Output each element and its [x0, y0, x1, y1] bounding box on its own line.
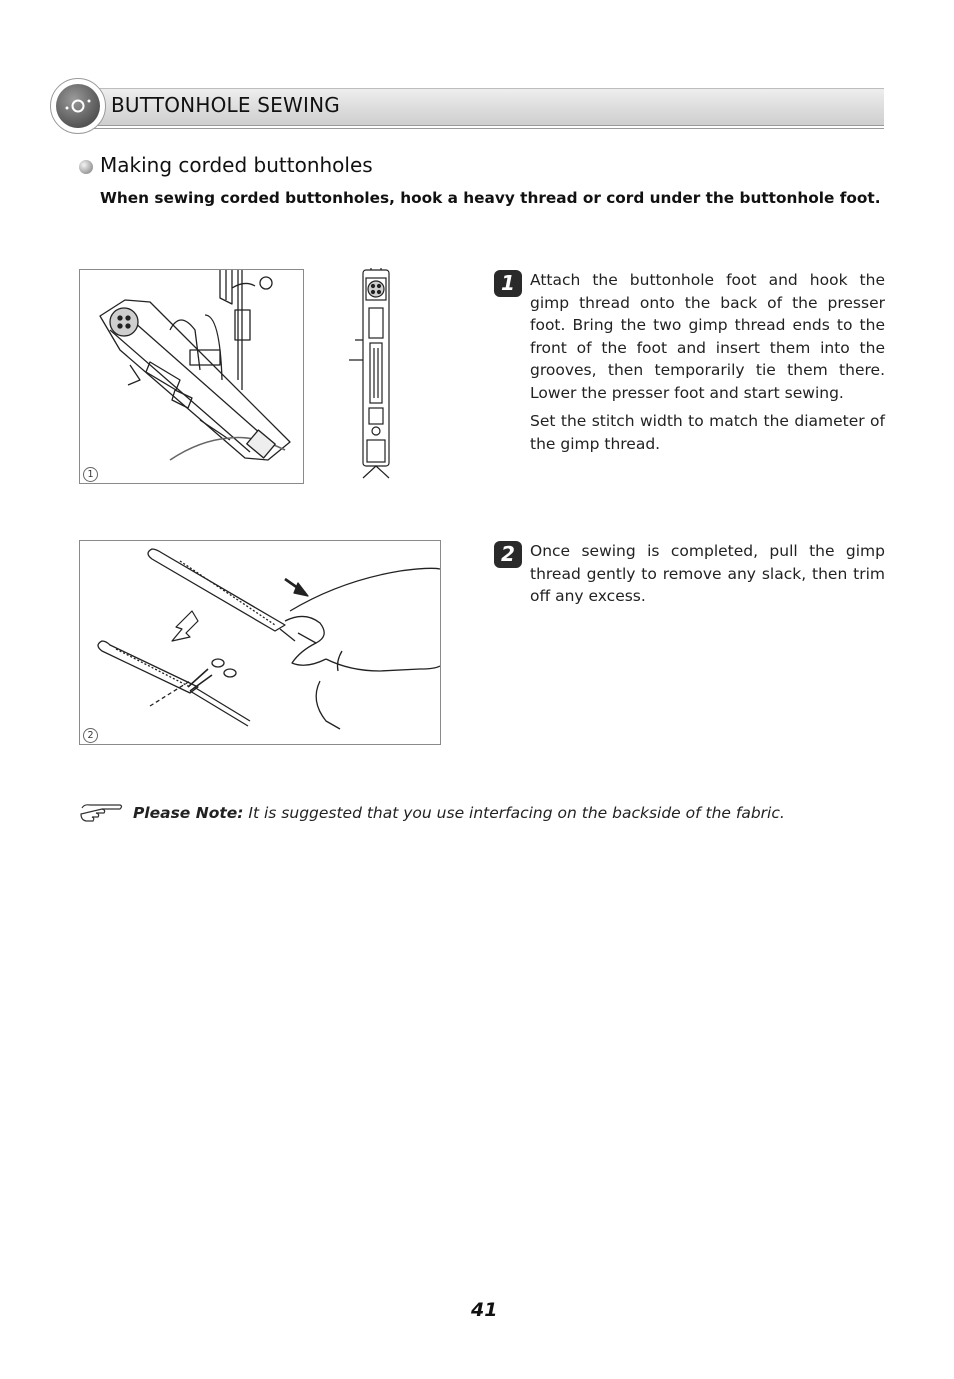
figure-number: 2: [83, 728, 98, 743]
step-2-text: [530, 540, 885, 614]
figure-1-buttonhole-foot: [79, 269, 304, 484]
pointing-hand-icon: [80, 802, 124, 828]
step-number-badge: 1: [494, 270, 522, 297]
step-1-paragraph-2: Set the stitch width to match the diameter of the gimp thread.: [530, 412, 885, 453]
foot-top-view-illustration: [345, 268, 405, 486]
trim-thread-illustration: [80, 541, 440, 744]
section-bullet-icon: [79, 160, 93, 174]
buttonhole-stitch-icon: [56, 84, 100, 128]
step-1-text: [530, 269, 885, 461]
section-title: Making corded buttonholes: [100, 153, 373, 177]
page-title: BUTTONHOLE SEWING: [111, 93, 340, 117]
buttonhole-foot-illustration: [80, 270, 303, 483]
header-underline: [78, 128, 884, 129]
figure-number: 1: [83, 467, 98, 482]
figure-2-trim-gimp-thread: [79, 540, 441, 745]
section-header: [50, 78, 886, 134]
figure-1-foot-top-view: [345, 268, 405, 486]
step-1-paragraph-1: Attach the buttonhole foot and hook the gimp thread onto the back of the presser foot. Bring the two gimp thread ends to the front of the foot and insert them into the grooves, then temporarily tie them there. Lower the presser foot and start sewing.: [530, 271, 885, 402]
step-2-paragraph-1: Once sewing is completed, pull the gimp thread gently to remove any slack, then trim off any excess.: [530, 542, 885, 605]
step-number-badge: 2: [494, 541, 522, 568]
header-badge: [50, 78, 106, 134]
note-text: It is suggested that you use interfacing on the backside of the fabric.: [248, 804, 785, 822]
note-label: Please Note:: [132, 804, 244, 822]
page-number: 41: [471, 1299, 498, 1321]
section-intro: When sewing corded buttonholes, hook a heavy thread or cord under the buttonhole foot.: [100, 189, 881, 207]
please-note: [80, 802, 785, 828]
